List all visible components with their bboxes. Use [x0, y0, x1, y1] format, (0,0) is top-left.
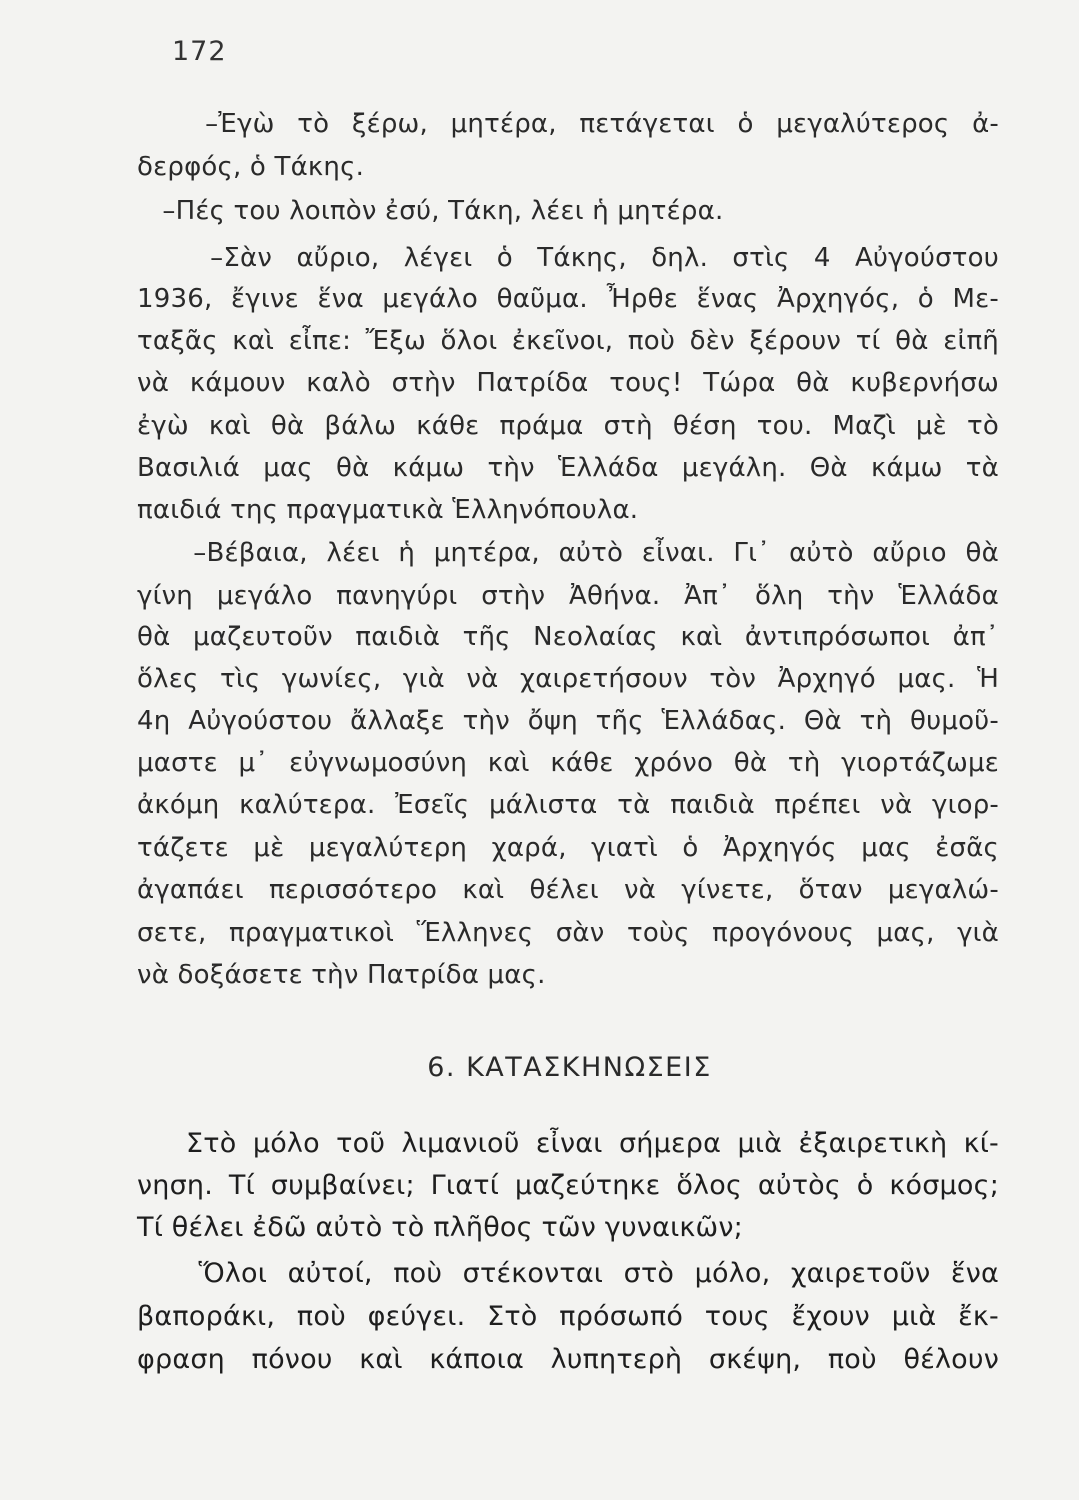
text-line: θὰ μαζευτοῦν παιδιὰ τῆς Νεολαίας καὶ ἀντιπρόσωποι ἀπ᾽ [137, 622, 999, 652]
text-line: ἐγὼ καὶ θὰ βάλω κάθε πράμα στὴ θέση του. Μαζὶ μὲ τὸ [137, 411, 999, 441]
text-line: μαστε μ᾽ εὐγνωμοσύνη καὶ κάθε χρόνο θὰ τὴ γιορτάζωμε [137, 748, 999, 778]
text-line: ἀκόμη καλύτερα. Ἐσεῖς μάλιστα τὰ παιδιὰ πρέπει νὰ γιορ- [137, 790, 999, 820]
text-line: σετε, πραγματικοὶ Ἕλληνες σὰν τοὺς προγόνους μας, γιὰ [137, 918, 999, 948]
text-line: βαποράκι, ποὺ φεύγει. Στὸ πρόσωπό τους ἔχουν μιὰ ἔκ- [137, 1301, 999, 1332]
text-line: 1936, ἔγινε ἕνα μεγάλο θαῦμα. Ἦρθε ἕνας Ἀρχηγός, ὁ Με- [137, 284, 999, 314]
text-line: Στὸ μόλο τοῦ λιμανιοῦ εἶναι σήμερα μιὰ ἐξαιρετικὴ κί- [137, 1128, 999, 1159]
text-line: –Σὰν αὔριο, λέγει ὁ Τάκης, δηλ. στὶς 4 Αὐγούστου [137, 243, 999, 273]
text-line: φραση πόνου καὶ κάποια λυπητερὴ σκέψη, ποὺ θέλουν [137, 1344, 999, 1375]
text-line: νηση. Τί συμβαίνει; Γιατί μαζεύτηκε ὅλος αὐτὸς ὁ κόσμος; [137, 1170, 999, 1201]
text-line: γίνη μεγάλο πανηγύρι στὴν Ἀθήνα. Ἀπ᾽ ὅλη τὴν Ἑλλάδα [137, 581, 999, 611]
text-line: –Βέβαια, λέει ἡ μητέρα, αὐτὸ εἶναι. Γι᾽ αὐτὸ αὔριο θὰ [137, 538, 999, 568]
text-line: παιδιά της πραγματικὰ Ἑλληνόπουλα. [137, 495, 639, 525]
text-line: νὰ κάμουν καλὸ στὴν Πατρίδα τους! Τώρα θὰ κυβερνήσω [137, 368, 999, 398]
text-line: –Ἐγὼ τὸ ξέρω, μητέρα, πετάγεται ὁ μεγαλύτερος ἀ- [137, 109, 999, 139]
text-line: 4η Αὐγούστου ἄλλαξε τὴν ὄψη τῆς Ἑλλάδας. Θὰ τὴ θυμοῦ- [137, 706, 999, 736]
text-line: δερφός, ὁ Τάκης. [137, 152, 365, 182]
text-line: νὰ δοξάσετε τὴν Πατρίδα μας. [137, 960, 546, 990]
text-line: Ὅλοι αὐτοί, ποὺ στέκονται στὸ μόλο, χαιρετοῦν ἕνα [137, 1258, 999, 1289]
text-line: –Πές του λοιπὸν ἐσύ, Τάκη, λέει ἡ μητέρα. [137, 196, 724, 226]
text-line: Βασιλιά μας θὰ κάμω τὴν Ἑλλάδα μεγάλη. Θὰ κάμω τὰ [137, 453, 999, 483]
text-line: Τί θέλει ἐδῶ αὐτὸ τὸ πλῆθος τῶν γυναικῶν; [137, 1212, 743, 1243]
section-heading: 6. ΚΑΤΑΣΚΗΝΩΣΕΙΣ [427, 1052, 712, 1083]
text-line: ἀγαπάει περισσότερο καὶ θέλει νὰ γίνετε, ὅταν μεγαλώ- [137, 875, 999, 905]
page-number: 172 [172, 36, 227, 67]
text-line: ὅλες τὶς γωνίες, γιὰ νὰ χαιρετήσουν τὸν Ἀρχηγό μας. Ἡ [137, 664, 999, 694]
text-line: τάζετε μὲ μεγαλύτερη χαρά, γιατὶ ὁ Ἀρχηγός μας ἐσᾶς [137, 833, 999, 863]
text-line: ταξᾶς καὶ εἶπε: Ἔξω ὅλοι ἐκεῖνοι, ποὺ δὲν ξέρουν τί θὰ εἰπῆ [137, 326, 999, 356]
